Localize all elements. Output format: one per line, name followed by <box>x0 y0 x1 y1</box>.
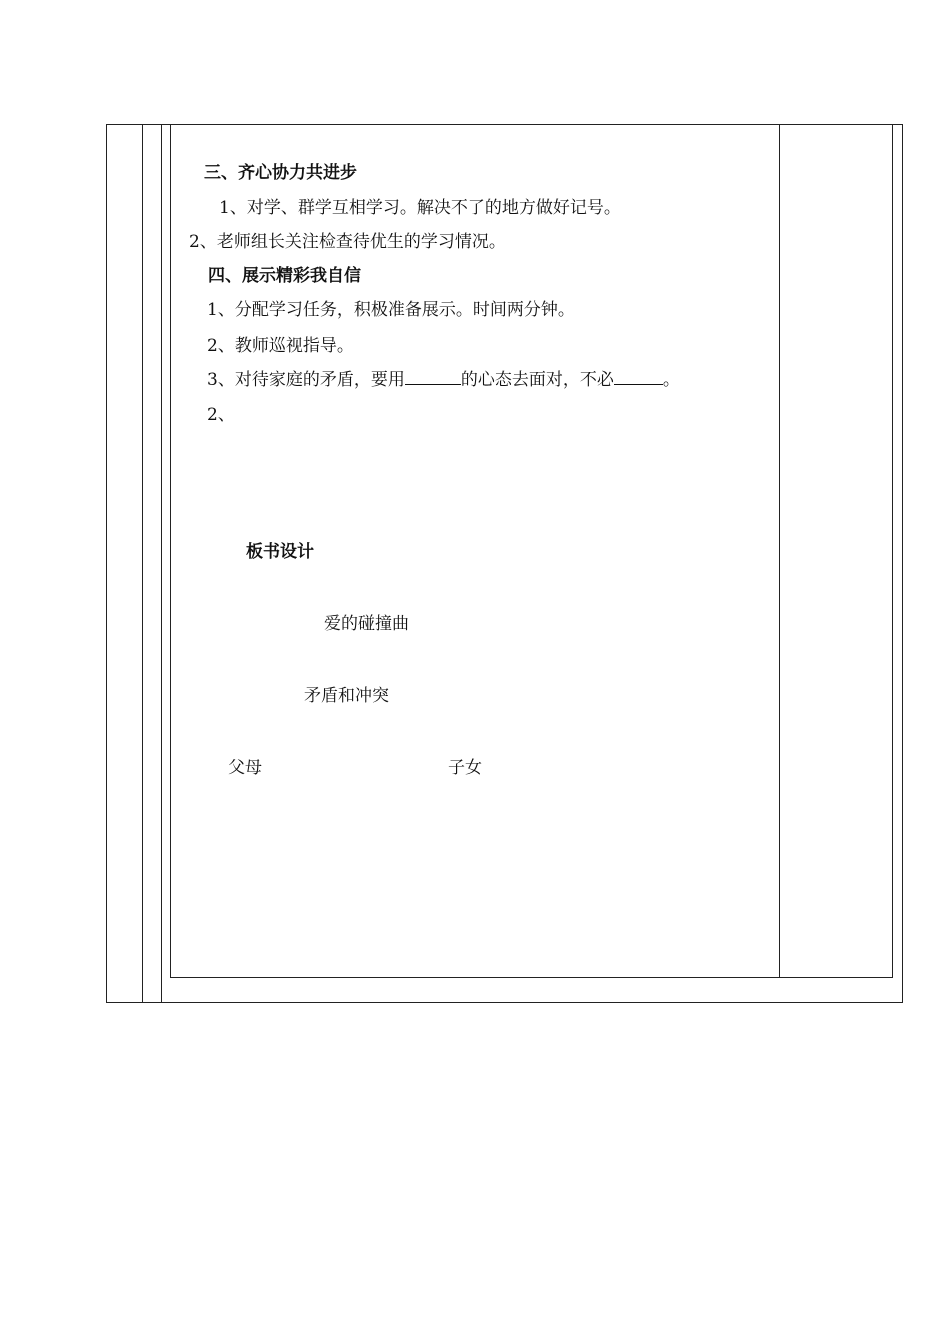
section-4-item-4: 2、 <box>207 405 235 425</box>
section-4-item-1: 1、分配学习任务，积极准备展示。时间两分钟。 <box>207 300 575 320</box>
item-3-text-part-2: 的心态去面对，不必 <box>460 370 614 390</box>
column-divider-2 <box>161 124 162 1003</box>
fill-blank-2 <box>614 370 663 385</box>
item-3-text-part-3: 。 <box>662 370 680 390</box>
board-left-label: 父母 <box>228 758 262 778</box>
board-right-label: 子女 <box>448 758 482 778</box>
outer-left-border <box>106 124 107 1003</box>
section-3-heading: 三、齐心协力共进步 <box>204 163 357 183</box>
board-design-heading: 板书设计 <box>246 542 314 562</box>
inner-cell-right-border <box>779 124 780 978</box>
section-4-heading: 四、展示精彩我自信 <box>208 266 361 286</box>
right-cell-border <box>892 124 893 978</box>
fill-blank-1 <box>405 370 461 385</box>
outer-right-border <box>902 124 903 1003</box>
inner-cell-bottom-border <box>170 977 893 978</box>
section-3-item-2: 2、老师组长关注检查待优生的学习情况。 <box>189 232 506 252</box>
section-3-item-1: 1、对学、群学互相学习。解决不了的地方做好记号。 <box>219 198 621 218</box>
board-subtitle: 矛盾和冲突 <box>304 686 389 706</box>
outer-top-border <box>106 124 903 125</box>
section-4-item-2: 2、教师巡视指导。 <box>207 336 354 356</box>
item-3-text-part-1: 3、对待家庭的矛盾，要用 <box>207 370 405 390</box>
board-title: 爱的碰撞曲 <box>324 614 409 634</box>
outer-bottom-border <box>106 1002 903 1003</box>
inner-cell-left-border <box>170 124 171 978</box>
section-4-item-3 <box>207 370 680 390</box>
column-divider-1 <box>142 124 143 1003</box>
